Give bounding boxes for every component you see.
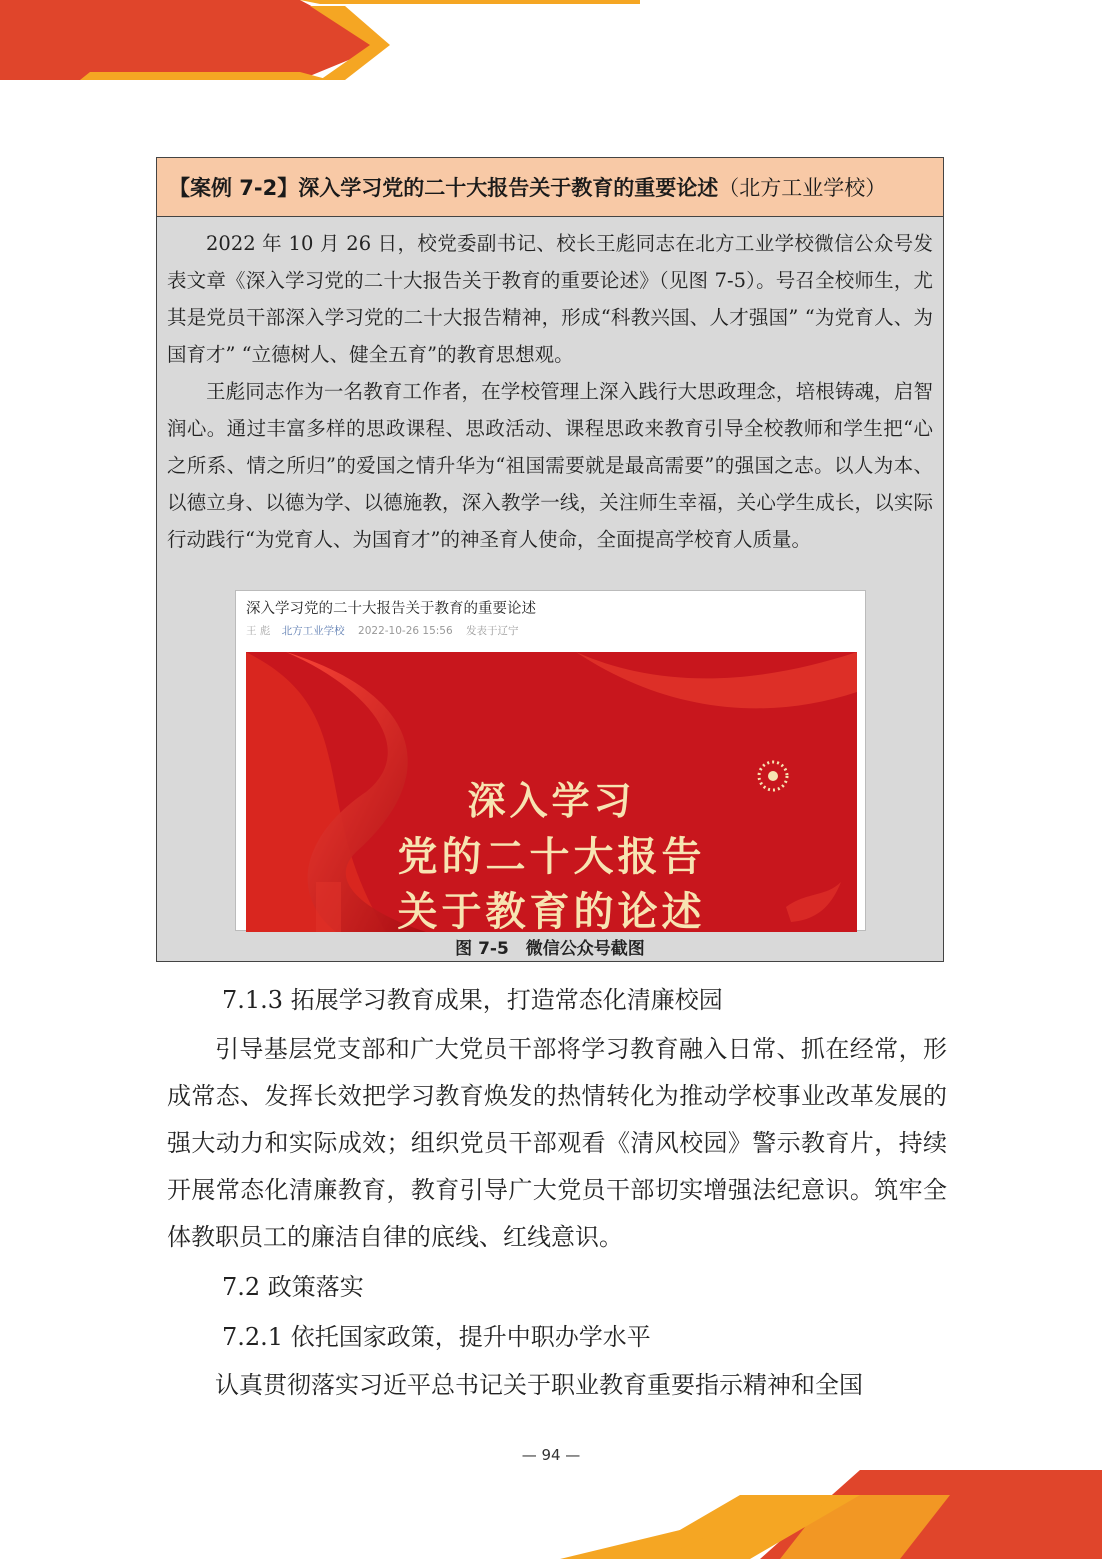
- page-number: — 94 —: [521, 1446, 581, 1464]
- banner-line-1: 深入学习: [467, 779, 636, 823]
- section-paragraph-7-1-3: [167, 1026, 947, 1261]
- case-main-title: 深入学习党的二十大报告关于教育的重要论述: [298, 176, 719, 200]
- case-paragraph: 2022 年 10 月 26 日，校党委副书记、校长王彪同志在北方工业学校微信公众号发表文章《深入学习党的二十大报告关于教育的重要论述》（见图 7-5）。号召全校师生，尤其是党员干部深入学习党的二十大报告精神，形成“科教兴国、人才强国” “为党育人、为国育才” “立德树人、健全五育”的教育思想观。: [167, 232, 933, 366]
- article-date: 2022-10-26 15:56: [358, 625, 453, 637]
- article-source: 北方工业学校: [281, 625, 345, 637]
- article-meta: [246, 623, 519, 638]
- case-source: （北方工业学校）: [718, 176, 887, 200]
- body-paragraph: 引导基层党支部和广大党员干部将学习教育融入日常、抓在经常，形成常态、发挥长效把学习教育焕发的热情转化为推动学校事业改革发展的强大动力和实际成效；组织党员干部观看《清风校园》警示教育片，持续开展常态化清廉教育，教育引导广大党员干部切实增强法纪意识。筑牢全体教职员工的廉洁自律的底线、红线意识。: [167, 1035, 947, 1251]
- case-tag: 【案例 7-2】: [169, 176, 299, 200]
- section-heading-7-1-3: 7.1.3 拓展学习教育成果，打造常态化清廉校园: [222, 986, 723, 1014]
- case-paragraph: 王彪同志作为一名教育工作者，在学校管理上深入践行大思政理念，培根铸魂，启智润心。通过丰富多样的思政课程、思政活动、课程思政来教育引导全校教师和学生把“心之所系、情之所归”的爱国之情升华为“祖国需要就是最高需要”的强国之志。以人为本、以德立身、以德为学、以德施教，深入教学一线，关注师生幸福，关心学生成长，以实际行动践行“为党育人、为国育才”的神圣育人使命，全面提高学校育人质量。: [167, 380, 933, 551]
- figure-caption: 图 7-5 微信公众号截图: [455, 939, 645, 959]
- section-heading-7-2-1: 7.2.1 依托国家政策，提升中职办学水平: [222, 1323, 651, 1351]
- section-paragraph-7-2-1: [167, 1362, 947, 1409]
- article-banner: [246, 652, 857, 932]
- article-location: 发表于辽宁: [466, 625, 519, 637]
- case-body: [157, 217, 943, 558]
- header-decoration: [0, 0, 640, 80]
- article-title: 深入学习党的二十大报告关于教育的重要论述: [246, 601, 536, 617]
- section-heading-7-2: 7.2 政策落实: [222, 1273, 364, 1301]
- case-title: [157, 158, 943, 217]
- wechat-screenshot: [235, 590, 866, 931]
- banner-line-2: 党的二十大报告: [397, 834, 706, 880]
- body-paragraph: 认真贯彻落实习近平总书记关于职业教育重要指示精神和全国: [215, 1371, 863, 1399]
- case-box: [156, 157, 944, 962]
- article-author: 王 彪: [246, 625, 271, 637]
- footer-decoration: [560, 1470, 1102, 1559]
- banner-line-3: 关于教育的论述: [397, 889, 706, 932]
